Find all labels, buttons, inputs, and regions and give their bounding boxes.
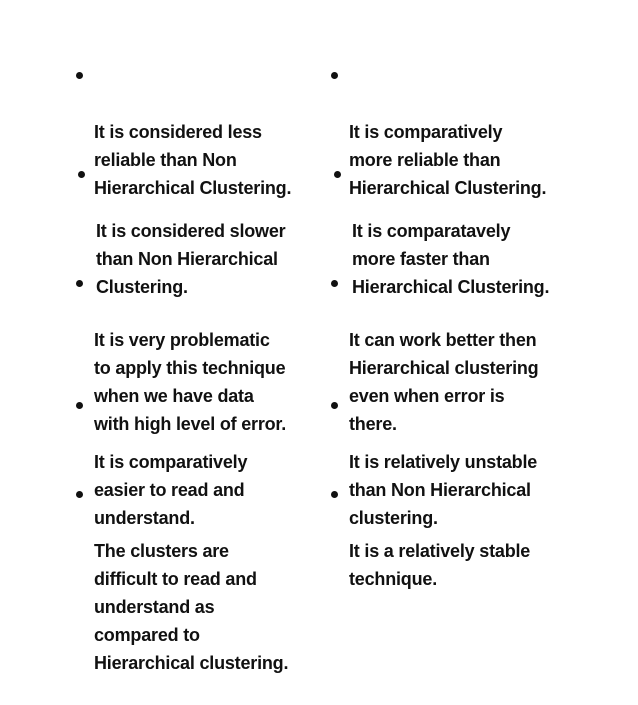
bullet-icon [331, 491, 338, 498]
left-point-5 [76, 481, 288, 705]
bullet-icon [78, 171, 85, 178]
right-point-5-text: It is a relatively stable technique. [349, 541, 531, 589]
bullet-icon [76, 72, 83, 79]
right-point-2-text: It is comparatavely more faster than Hierarchical Clustering. [352, 221, 550, 297]
bullet-icon [331, 402, 338, 409]
left-point-3-text: It is very problematic to apply this technique when we have data with high level of error. [94, 330, 287, 434]
left-point-4-text: It is comparatively easier to read and understand. [94, 452, 248, 528]
right-point-4-text: It is relatively unstable than Non Hierarchical clustering. [349, 452, 538, 528]
left-point-2-text: It is considered slower than Non Hierarchical Clustering. [96, 221, 286, 297]
right-point-3-text: It can work better then Hierarchical clustering even when error is there. [349, 330, 539, 434]
bullet-icon [331, 280, 338, 287]
left-point-1-text: It is considered less reliable than Non Hierarchical Clustering. [94, 122, 292, 198]
bullet-icon [331, 72, 338, 79]
bullet-icon [76, 491, 83, 498]
bullet-icon [76, 280, 83, 287]
bullet-icon [76, 402, 83, 409]
right-point-1-text: It is comparatively more reliable than Hierarchical Clustering. [349, 122, 547, 198]
bullet-icon [334, 171, 341, 178]
right-point-5 [331, 481, 530, 621]
left-point-5-text: The clusters are difficult to read and understand as compared to Hierarchical clustering. [94, 541, 289, 673]
